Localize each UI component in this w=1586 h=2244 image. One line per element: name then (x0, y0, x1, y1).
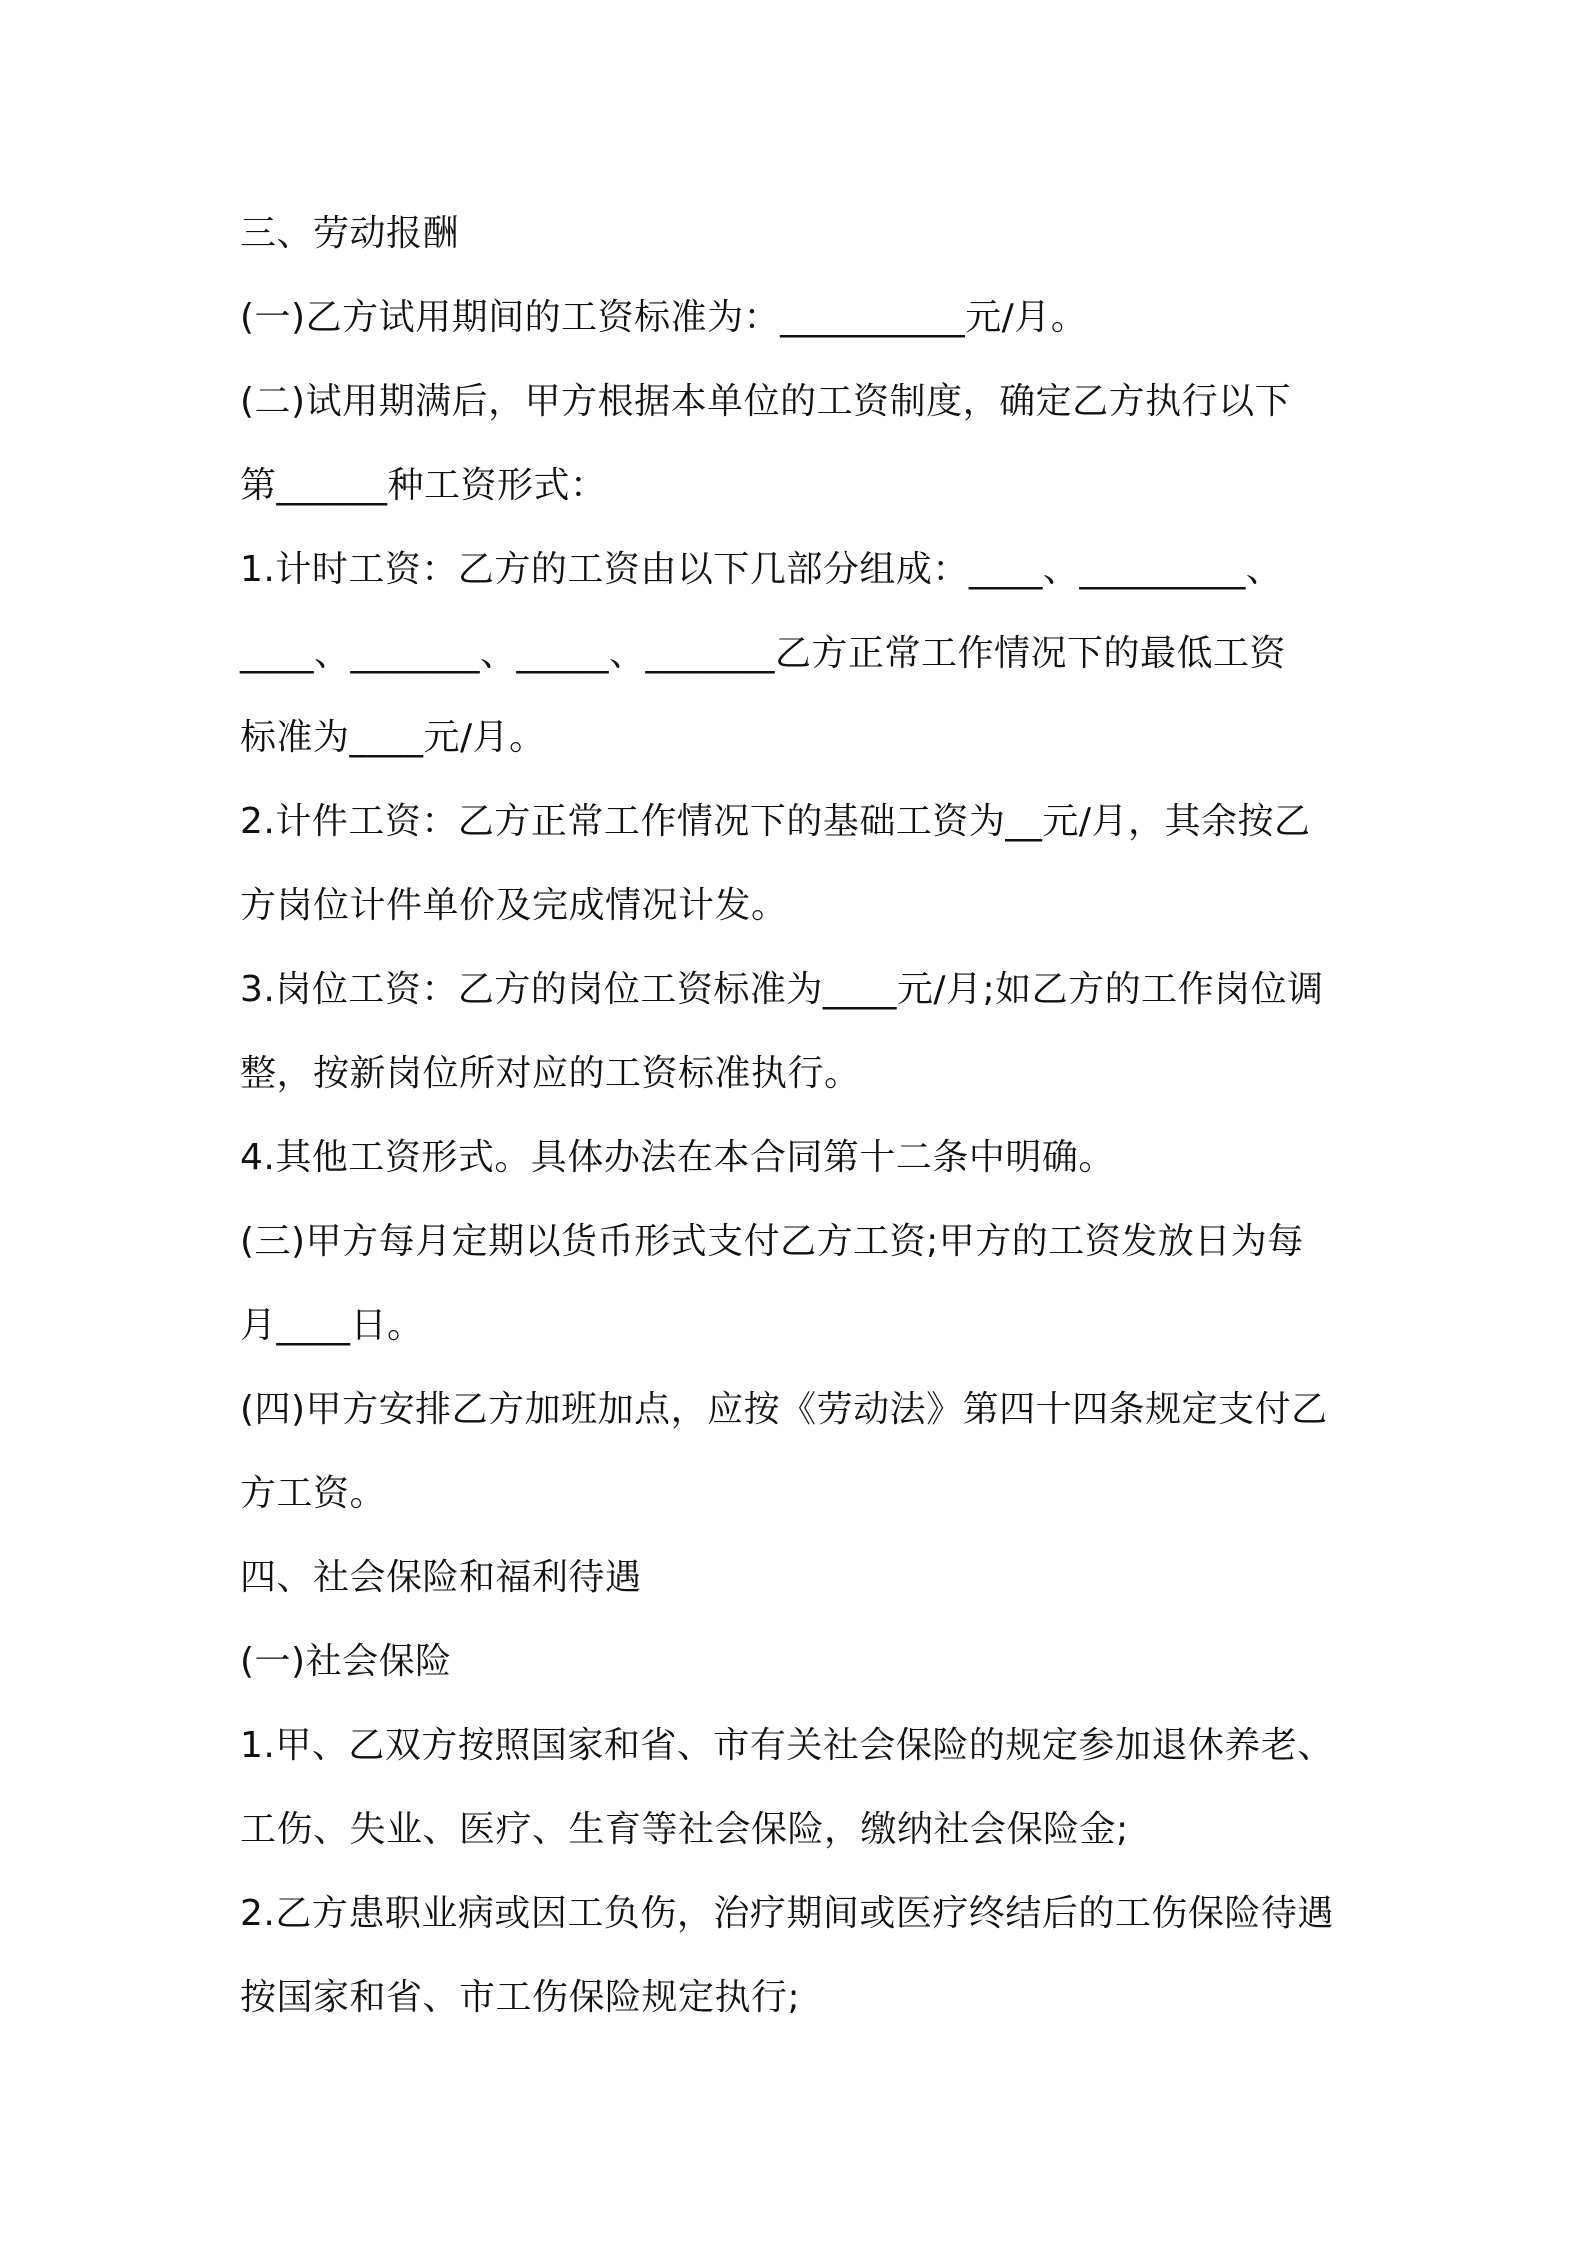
subsection-heading: (一)社会保险 (240, 1641, 452, 1682)
paragraph-line: 4.其他工资形式。具体办法在本合同第十二条中明确。 (240, 1137, 1115, 1178)
document-body (240, 192, 1360, 2040)
paragraph-line: 整，按新岗位所对应的工资标准执行。 (240, 1053, 861, 1094)
paragraph-line: 2.乙方患职业病或因工负伤，治疗期间或医疗终结后的工伤保险待遇 (240, 1893, 1334, 1934)
paragraph-line: (三)甲方每月定期以货币形式支付乙方工资;甲方的工资发放日为每 (240, 1221, 1304, 1262)
paragraph-line: 第______种工资形式： (240, 465, 607, 506)
paragraph-line: ____、_______、_____、_______乙方正常工作情况下的最低工资 (240, 633, 1287, 674)
paragraph-line: 1.甲、乙双方按照国家和省、市有关社会保险的规定参加退休养老、 (240, 1725, 1334, 1766)
paragraph-line: 方工资。 (240, 1473, 387, 1514)
paragraph-line: (一)乙方试用期间的工资标准为：__________元/月。 (240, 297, 1088, 338)
paragraph-line: (二)试用期满后，甲方根据本单位的工资制度，确定乙方执行以下 (240, 381, 1292, 422)
paragraph-line: 月____日。 (240, 1305, 424, 1346)
paragraph-line: 方岗位计件单价及完成情况计发。 (240, 885, 788, 926)
paragraph-line: 按国家和省、市工伤保险规定执行; (240, 1977, 801, 2018)
section-heading-social-insurance: 四、社会保险和福利待遇 (240, 1557, 642, 1598)
paragraph-line: 工伤、失业、医疗、生育等社会保险，缴纳社会保险金; (240, 1809, 1129, 1850)
paragraph-line: 3.岗位工资：乙方的岗位工资标准为____元/月;如乙方的工作岗位调 (240, 969, 1324, 1010)
paragraph-line: 2.计件工资：乙方正常工作情况下的基础工资为__元/月，其余按乙 (240, 801, 1311, 842)
section-heading-labor-remuneration: 三、劳动报酬 (240, 213, 460, 254)
paragraph-line: 标准为____元/月。 (240, 717, 546, 758)
paragraph-line: 1.计时工资：乙方的工资由以下几部分组成：____、_________、 (240, 549, 1283, 590)
paragraph-line: (四)甲方安排乙方加班加点，应按《劳动法》第四十四条规定支付乙 (240, 1389, 1328, 1430)
